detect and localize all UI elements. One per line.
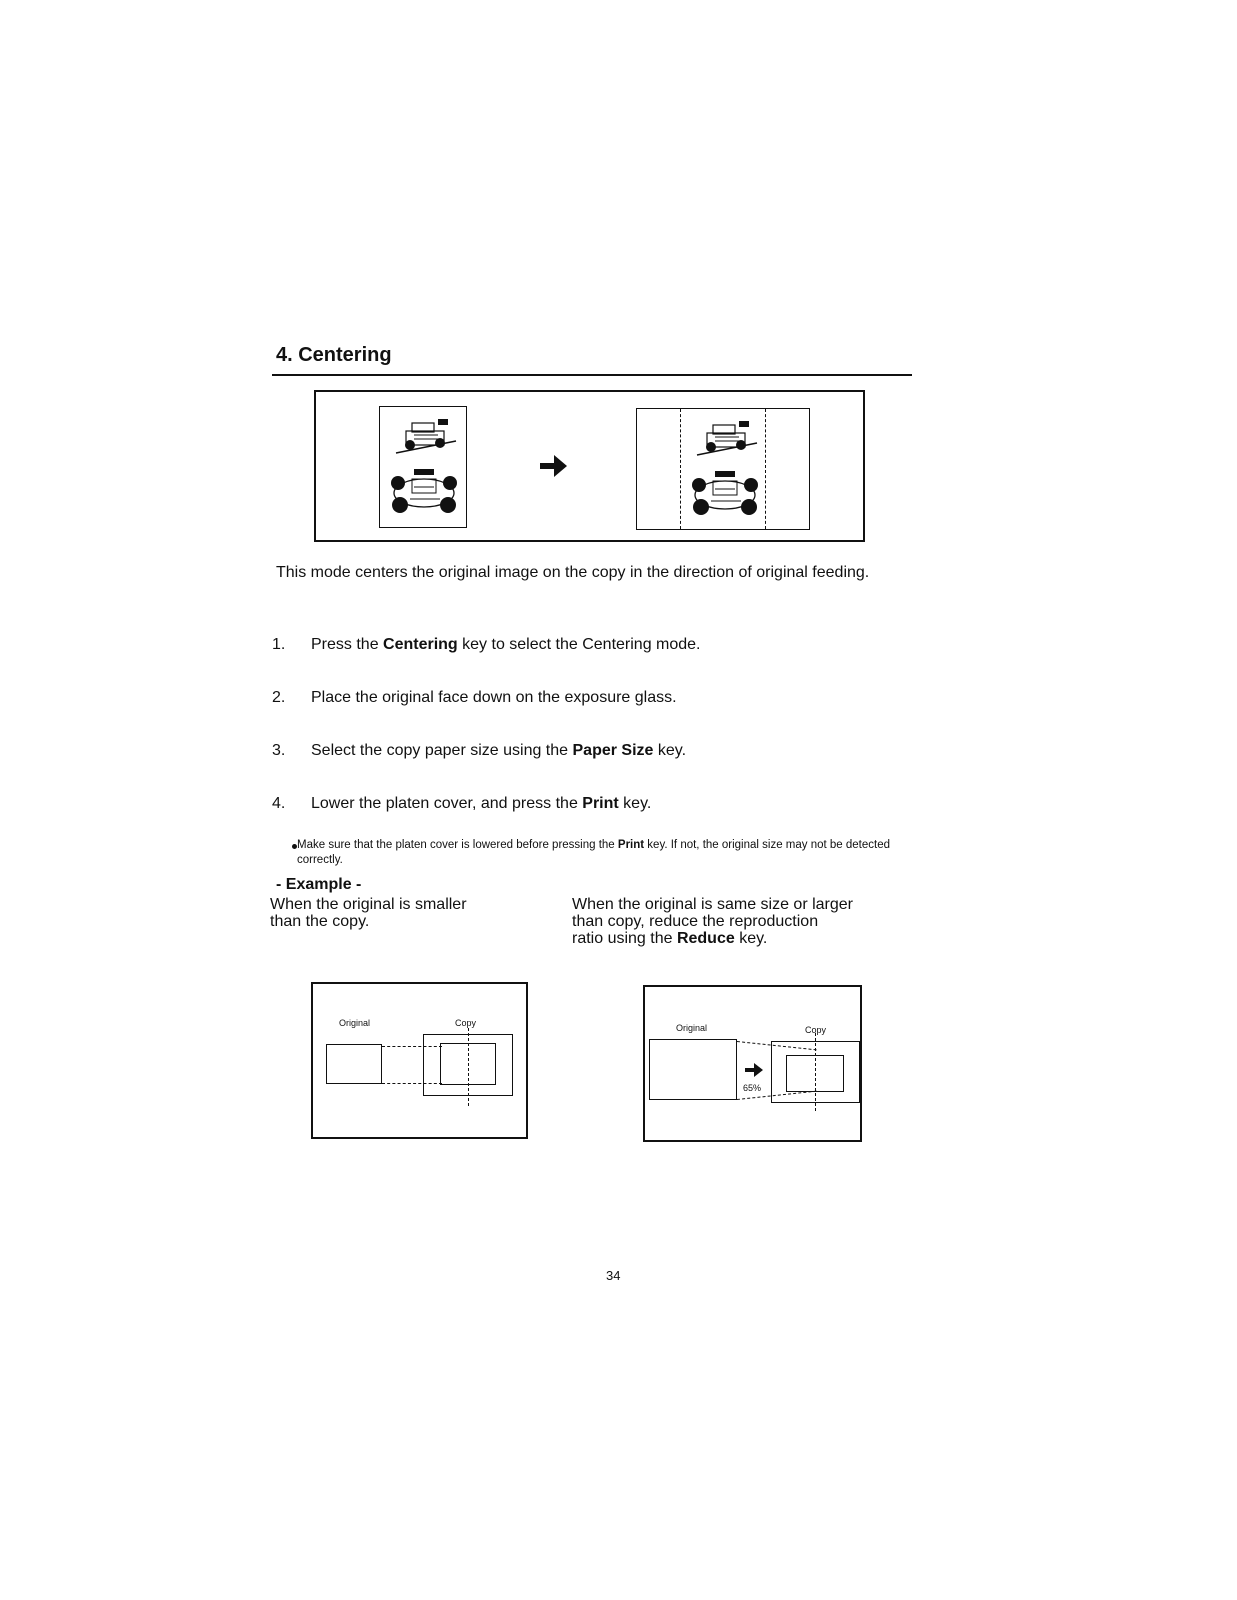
step-text-part: key to select the Centering mode. (457, 636, 701, 653)
example-diagram-smaller (311, 982, 528, 1139)
step-key-name: Print (582, 795, 619, 812)
center-line (468, 1028, 469, 1106)
copy-label: Copy (805, 1025, 827, 1035)
bullet-icon (292, 844, 297, 849)
step-text (311, 636, 701, 654)
step-text-part: Select the copy paper size using the (311, 742, 573, 759)
step-key-name: Paper Size (572, 742, 654, 759)
caption-line: than the copy. (270, 913, 370, 930)
step-number: 1. (272, 636, 286, 653)
original-rect (649, 1039, 737, 1100)
example-left-caption (270, 896, 530, 930)
caption-text: key. (734, 930, 768, 947)
step-text-part: Place the original face down on the exposure glass. (311, 689, 677, 706)
note (297, 838, 913, 868)
step-text (311, 795, 651, 813)
example-diagram-reduce (643, 985, 862, 1142)
arrow-right-icon (538, 452, 568, 480)
step-text-part: Press the (311, 636, 384, 653)
step-key-name: Centering (383, 636, 458, 653)
note-key-name: Print (617, 839, 645, 851)
original-page (379, 406, 467, 528)
step-number: 4. (272, 795, 286, 812)
note-text: key. If not, the original size may not be detected correctly. (297, 839, 891, 866)
original-label: Original (339, 1018, 371, 1028)
step-number: 2. (272, 689, 286, 706)
caption-line: When the original is same size or larger (572, 896, 854, 913)
race-car-icon (394, 415, 458, 457)
original-label: Original (676, 1023, 708, 1033)
original-rect (326, 1044, 382, 1084)
step-text-part: key. (653, 742, 687, 759)
caption-text: ratio using the (572, 930, 677, 947)
step-text (311, 689, 677, 707)
caption-line: When the original is smaller (270, 896, 467, 913)
title-underline (272, 374, 912, 376)
race-car-icon (384, 465, 462, 517)
copy-page (636, 408, 810, 530)
intro-paragraph: This mode centers the original image on the copy in the direction of original feeding. (276, 564, 870, 581)
copy-label: Copy (455, 1018, 477, 1028)
example-right-caption (572, 896, 912, 947)
step-text-part: Lower the platen cover, and press the (311, 795, 583, 812)
step-number: 3. (272, 742, 286, 759)
step-text (311, 742, 686, 760)
step-text-part: key. (618, 795, 652, 812)
caption-line: than copy, reduce the reproduction (572, 913, 819, 930)
caption-key-name: Reduce (676, 930, 735, 947)
arrow-right-icon (744, 1061, 764, 1079)
race-car-icon (695, 417, 759, 459)
page-number: 34 (606, 1268, 621, 1283)
race-car-icon (685, 467, 763, 519)
center-guide-right (765, 409, 766, 529)
centering-illustration (314, 390, 865, 542)
caption-line (572, 930, 912, 947)
center-line (815, 1033, 816, 1111)
page-title: 4. Centering (276, 344, 392, 366)
note-text: Make sure that the platen cover is lowered before pressing the (297, 839, 618, 851)
center-guide-left (680, 409, 681, 529)
example-heading: - Example - (276, 876, 362, 893)
reduction-ratio: 65% (743, 1083, 762, 1093)
